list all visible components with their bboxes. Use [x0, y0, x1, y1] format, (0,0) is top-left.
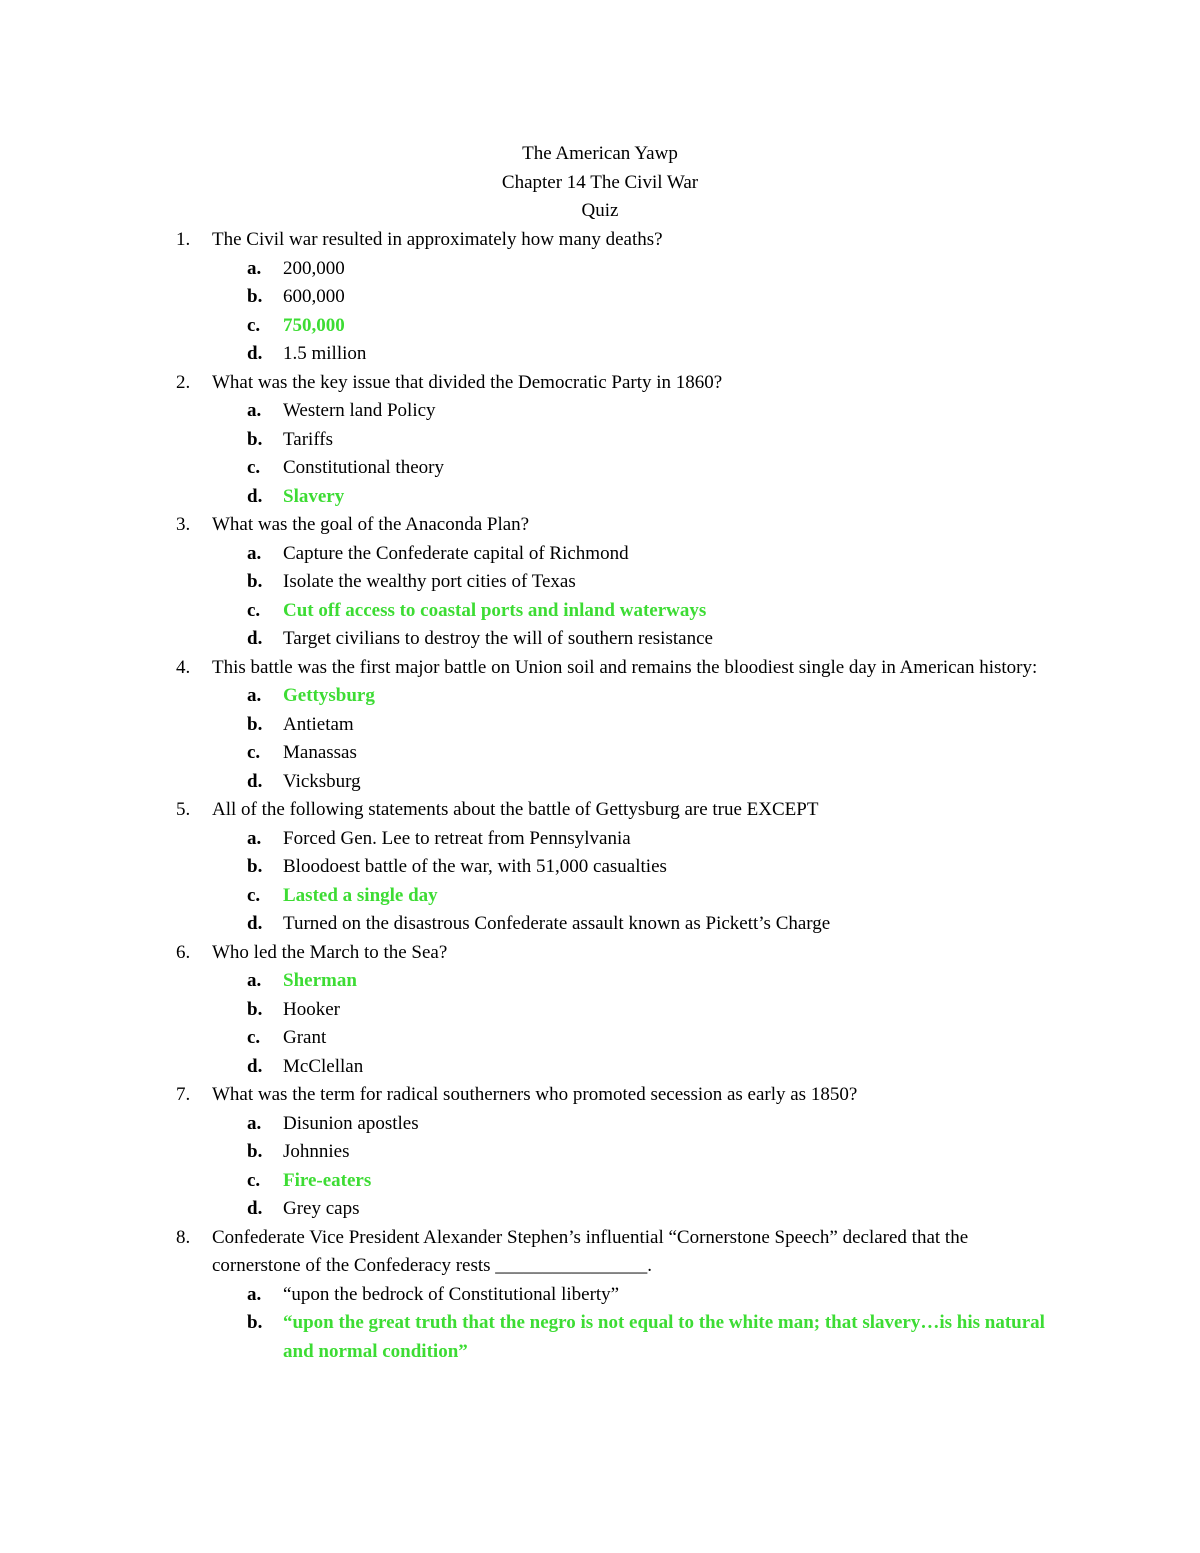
option-text: Bloodoest battle of the war, with 51,000 casualties: [283, 856, 667, 877]
option-text: Slavery: [283, 485, 345, 507]
option-text: McClellan: [283, 1055, 364, 1077]
option-text: “upon the bedrock of Constitutional liberty”: [283, 1283, 620, 1305]
option-text: Isolate the wealthy port cities of Texas: [283, 571, 576, 592]
option-letter: c.: [247, 314, 261, 336]
option-text: Target civilians to destroy the will of southern resistance: [283, 628, 713, 649]
answer-option: [0, 283, 1200, 312]
option-letter: b.: [247, 1312, 263, 1333]
question-number: 6.: [176, 941, 191, 963]
option-letter: d.: [247, 343, 263, 364]
option-text: Vicksburg: [283, 770, 361, 792]
answer-option: [0, 426, 1200, 455]
answer-option: [0, 1281, 1200, 1310]
answer-option-correct: [0, 1167, 1200, 1196]
option-text: Gettysburg: [283, 685, 375, 706]
quiz-subtitle: Quiz: [581, 200, 619, 221]
answer-option: [0, 1195, 1200, 1224]
question-text: The Civil war resulted in approximately how many deaths?: [212, 229, 663, 250]
question-text: Who led the March to the Sea?: [212, 941, 448, 963]
option-letter: c.: [247, 1027, 261, 1048]
answer-option: [0, 1110, 1200, 1139]
option-letter: b.: [247, 286, 263, 307]
answer-option-correct: [0, 597, 1200, 626]
answer-option: [0, 853, 1200, 882]
document-header: [0, 140, 1200, 226]
option-text: 200,000: [283, 257, 345, 279]
option-letter: a.: [247, 257, 262, 279]
option-text: Sherman: [283, 970, 357, 991]
option-letter: c.: [247, 1169, 261, 1191]
option-text: Constitutional theory: [283, 457, 444, 478]
option-text: Hooker: [283, 998, 340, 1020]
option-letter: d.: [247, 485, 263, 507]
question-text: What was the goal of the Anaconda Plan?: [212, 514, 530, 535]
option-text: Grey caps: [283, 1198, 360, 1219]
option-letter: c.: [247, 884, 261, 906]
answer-option: [0, 340, 1200, 369]
option-letter: d.: [247, 628, 263, 649]
question-1: [0, 226, 1200, 369]
question-8: [0, 1224, 1200, 1367]
answer-option: [0, 540, 1200, 569]
option-text: Forced Gen. Lee to retreat from Pennsylvania: [283, 827, 631, 849]
answer-option: [0, 768, 1200, 797]
option-text: Western land Policy: [283, 400, 436, 421]
answer-option-correct: [0, 882, 1200, 911]
option-letter: b.: [247, 998, 263, 1020]
answer-option: [0, 910, 1200, 939]
option-letter: b.: [247, 571, 263, 592]
chapter-title: Chapter 14 The Civil War: [501, 171, 699, 193]
option-text: Turned on the disastrous Confederate assault known as Pickett’s Charge: [283, 913, 831, 934]
answer-option: [0, 825, 1200, 854]
option-text: Tariffs: [283, 428, 334, 450]
option-letter: b.: [247, 856, 263, 877]
question-number: 4.: [176, 656, 191, 678]
document-title: The American Yawp: [522, 143, 678, 164]
answer-option: [0, 568, 1200, 597]
option-letter: a.: [247, 542, 262, 564]
option-letter: c.: [247, 742, 261, 763]
question-6: [0, 939, 1200, 1082]
option-text: Capture the Confederate capital of Richmond: [283, 542, 629, 564]
answer-option: [0, 1138, 1200, 1167]
answer-option: [0, 454, 1200, 483]
answer-option: [0, 711, 1200, 740]
option-letter: a.: [247, 685, 262, 706]
option-text: Fire-eaters: [283, 1169, 372, 1191]
question-text: What was the key issue that divided the Democratic Party in 1860?: [212, 371, 723, 393]
question-number: 7.: [176, 1084, 191, 1105]
answer-option: [0, 1024, 1200, 1053]
answer-option-correct: [0, 312, 1200, 341]
option-text: 750,000: [283, 314, 345, 336]
option-letter: d.: [247, 1055, 263, 1077]
option-letter: a.: [247, 970, 262, 991]
option-letter: b.: [247, 1141, 263, 1162]
question-4: [0, 654, 1200, 797]
question-3: [0, 511, 1200, 654]
option-letter: a.: [247, 1283, 262, 1305]
question-7: [0, 1081, 1200, 1224]
option-letter: a.: [247, 827, 262, 849]
question-text: Confederate Vice President Alexander Stephen’s influential “Cornerstone Speech” declared that the cornerstone of the Confederacy rests ________________.: [212, 1226, 969, 1276]
option-text: Cut off access to coastal ports and inland waterways: [283, 599, 707, 621]
answer-option: [0, 397, 1200, 426]
question-number: 3.: [176, 514, 191, 535]
option-letter: d.: [247, 770, 263, 792]
answer-option-correct: [0, 483, 1200, 512]
question-5: [0, 796, 1200, 939]
question-text: All of the following statements about the battle of Gettysburg are true EXCEPT: [212, 799, 819, 820]
question-number: 2.: [176, 371, 191, 393]
option-text: 600,000: [283, 286, 345, 307]
option-text: Manassas: [283, 742, 357, 763]
option-letter: a.: [247, 400, 262, 421]
answer-option: [0, 996, 1200, 1025]
answer-option: [0, 625, 1200, 654]
option-letter: c.: [247, 457, 261, 478]
answer-option-correct: [0, 1309, 1200, 1366]
option-letter: d.: [247, 1198, 263, 1219]
option-text: Disunion apostles: [283, 1112, 419, 1134]
option-letter: b.: [247, 428, 263, 450]
option-letter: a.: [247, 1112, 262, 1134]
option-letter: d.: [247, 913, 263, 934]
option-letter: c.: [247, 599, 261, 621]
option-text: Johnnies: [283, 1141, 350, 1162]
answer-option: [0, 255, 1200, 284]
question-number: 5.: [176, 799, 191, 820]
option-text: 1.5 million: [283, 343, 367, 364]
option-text: Lasted a single day: [283, 884, 438, 906]
answer-option-correct: [0, 682, 1200, 711]
answer-option: [0, 739, 1200, 768]
question-text: What was the term for radical southerners who promoted secession as early as 1850?: [212, 1084, 858, 1105]
option-text: “upon the great truth that the negro is not equal to the white man; that slavery…is his natural and normal condition”: [283, 1312, 1045, 1362]
question-2: [0, 369, 1200, 512]
question-number: 8.: [176, 1226, 191, 1248]
question-text: This battle was the first major battle on Union soil and remains the bloodiest single day in American history:: [212, 656, 1038, 678]
quiz-list: [0, 226, 1200, 1366]
option-letter: b.: [247, 713, 263, 735]
answer-option: [0, 1053, 1200, 1082]
answer-option-correct: [0, 967, 1200, 996]
question-number: 1.: [176, 229, 191, 250]
option-text: Grant: [283, 1027, 327, 1048]
option-text: Antietam: [283, 713, 354, 735]
